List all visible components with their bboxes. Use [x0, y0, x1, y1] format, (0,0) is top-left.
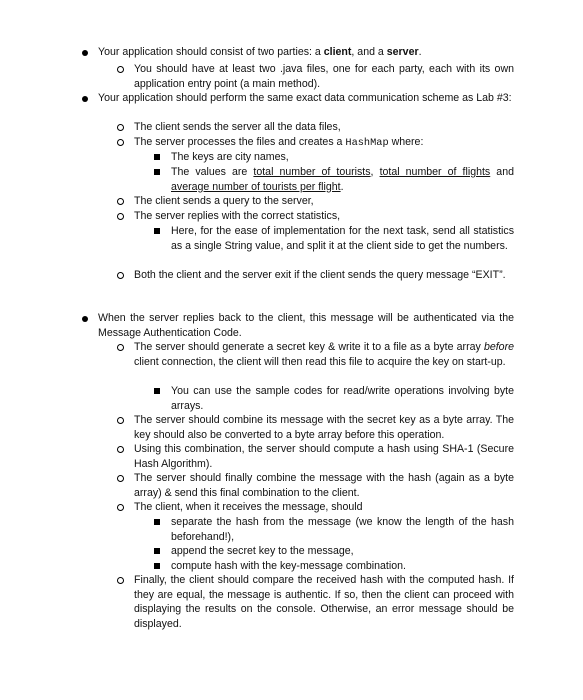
- bold-text: server: [386, 46, 419, 58]
- list-item: The client, when it receives the message, should: [134, 501, 363, 513]
- bullet-circle: [117, 139, 124, 146]
- bullet-square: [154, 548, 160, 554]
- list-item: [134, 135, 514, 151]
- list-item: The keys are city names,: [171, 151, 289, 163]
- bullet-circle: [117, 577, 124, 584]
- list-item: Both the client and the server exit if the client sends the query message “EXIT”.: [134, 269, 506, 281]
- bullet-square: [154, 154, 160, 160]
- list-item: [171, 165, 514, 194]
- text: .: [418, 46, 422, 58]
- list-item: You should have at least two .java files, one for each party, each with its own application entry point (a main method).: [134, 63, 514, 90]
- text: client connection, the client will then read this file to acquire the key on start-up.: [134, 355, 506, 368]
- text: ,: [370, 166, 380, 178]
- text: The server should generate a secret key & write it to a file as a byte array: [134, 341, 484, 353]
- list-item: Here, for the ease of implementation for the next task, send all statistics as a single String value, and split it at the client side to get the numbers.: [171, 225, 514, 252]
- underlined-text: average number of tourists per flight: [171, 180, 341, 193]
- bullet-circle: [117, 475, 124, 482]
- bullet-circle: [117, 504, 124, 511]
- bullet-square: [154, 388, 160, 394]
- text: Your application should consist of two parties: a: [98, 46, 324, 58]
- list-item: Using this combination, the server should compute a hash using SHA-1 (Secure Hash Algorithm).: [134, 443, 514, 470]
- list-item: separate the hash from the message (we know the length of the hash beforehand!),: [171, 516, 514, 543]
- bullet-circle: [117, 198, 124, 205]
- list-item: [134, 340, 514, 369]
- list-item: The server should finally combine the message with the hash (again as a byte array) & send this final combination to the client.: [134, 472, 514, 499]
- text: The server processes the files and creates a: [134, 136, 346, 148]
- list-item: The server replies with the correct statistics,: [134, 210, 341, 222]
- list-item: The server should combine its message with the secret key as a byte array. The key should also be converted to a byte array before this operation.: [134, 414, 514, 441]
- bullet-circle: [117, 272, 124, 279]
- text: .: [340, 180, 344, 193]
- text: and: [490, 166, 514, 178]
- underlined-text: total number of flights: [379, 166, 491, 178]
- bullet-circle: [117, 446, 124, 453]
- bullet-circle: [117, 417, 124, 424]
- bullet-square: [154, 563, 160, 569]
- list-item: Finally, the client should compare the received hash with the computed hash. If they are equal, the message is authentic. If so, then the client can proceed with displaying the results on the console. Otherwise, an error message should be displayed.: [134, 574, 514, 630]
- list-item: compute hash with the key-message combination.: [171, 560, 406, 572]
- text: The values are: [171, 166, 254, 178]
- bullet-circle: [117, 66, 124, 73]
- list-item: Your application should perform the same exact data communication scheme as Lab #3:: [98, 92, 512, 104]
- bullet-circle: [117, 124, 124, 131]
- list-item: [98, 45, 514, 60]
- text: , and a: [351, 46, 387, 58]
- list-item: append the secret key to the message,: [171, 545, 354, 557]
- bullet-disc: [82, 50, 88, 56]
- underlined-text: total number of tourists: [253, 166, 371, 178]
- list-item: When the server replies back to the client, this message will be authenticated via the Message Authentication Code.: [98, 312, 514, 339]
- bullet-square: [154, 228, 160, 234]
- text: where:: [388, 136, 424, 148]
- bullet-disc: [82, 96, 88, 102]
- bullet-square: [154, 169, 160, 175]
- italic-text: before: [483, 341, 514, 353]
- bullet-circle: [117, 213, 124, 220]
- bold-text: client: [323, 46, 352, 58]
- code-text: HashMap: [345, 137, 389, 149]
- bullet-circle: [117, 344, 124, 351]
- bullet-square: [154, 519, 160, 525]
- bullet-disc: [82, 316, 88, 322]
- list-item: The client sends a query to the server,: [134, 195, 314, 207]
- list-item: The client sends the server all the data files,: [134, 121, 341, 133]
- list-item: You can use the sample codes for read/write operations involving byte arrays.: [171, 385, 514, 412]
